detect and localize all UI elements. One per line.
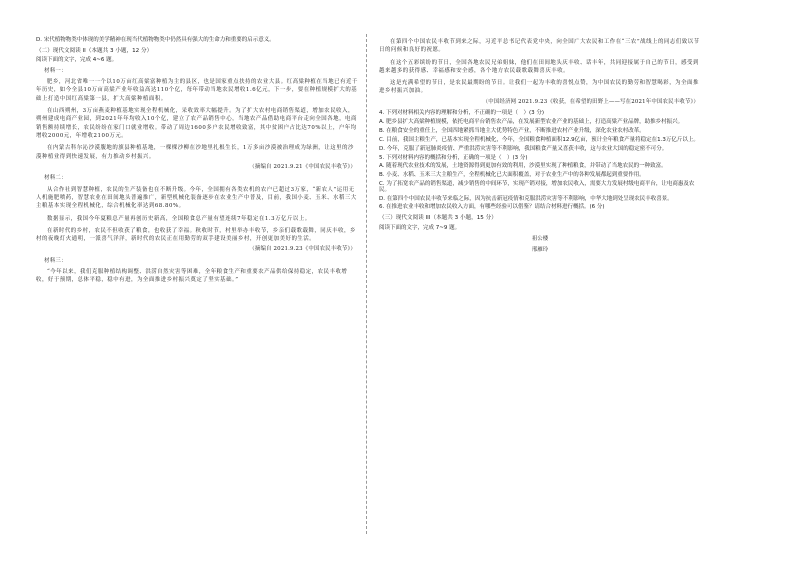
- section3-heading: （三）现代文阅读 III（本题共 3 小题，15 分）: [379, 214, 497, 221]
- section2-instruction: 阅读下面的文字，完成 4~6 题。: [36, 57, 118, 64]
- material3-paragraph-2: 在第四个中国农民丰收节到来之际，习近平总书记代表党中央，向全国广大农民和工作在“三农”战线上的同志们致以节日的问候和良好的祝愿。: [379, 39, 700, 54]
- question-5-option-d: D. 在第四个中国农民丰收节来临之际，因为抗击新冠疫情和克服洪涝灾害等不利影响，中华大地到处呈现农民丰收喜景。: [379, 195, 673, 202]
- material3-paragraph-3: 在这个五彩缤纷的节日，全国各地农民兄弟姐妹，他们在田间地头庆丰收、话丰年，共同迎接属于自己的节日，感受到越来越多的获得感、幸福感和安全感，各个地方农民载歌载舞喜庆丰收。: [379, 59, 699, 74]
- question-6-stem: 6. 在推进农业丰收和增加农民收入方面，有哪些经验可以借鉴？请结合材料进行概括。(6 分): [379, 204, 605, 211]
- poem-title: 祖公楼: [531, 236, 549, 243]
- material1-paragraph-2: 在山西朔州，3万亩燕麦种植基地实现全程机械化，采收效率大幅提升。为了扩大农村电商销售渠道，增加农民收入，朔州建成电商产业园，到2021年年均收入10个亿，建立了农产品销售中心，当地农产品借助电商平台走向全国各地，电商销售额持续增长，农民纷纷在家门口就业增收。带动了周边1600多户农民增收致富，其中贫困户占比达70%以上，户年均增收2000元，年增收2100万元。: [36, 107, 357, 140]
- question-4-option-a: A. 肥乡县扩大高粱种植规模，依托电商平台销售农产品，在发展新型农业产业的基础上，打造高粱产业品牌，助推乡村振兴。: [379, 118, 684, 125]
- material1-source: （摘编自 2021.9.21《中国农民丰收节》）: [249, 163, 356, 170]
- material1-label: 材料一：: [44, 67, 67, 74]
- question-4-option-c: C. 目前，我国主粮生产，已基本实现全程机械化，今年，全国粮食种植面积12.9亿亩，预计全年粮食产量将稳定在1.3万亿斤以上。: [379, 136, 699, 143]
- material2-label: 材料二：: [44, 175, 67, 182]
- material2-paragraph-1: 从合作社到智慧种植，农民的生产装备也在不断升级。今年，全国拥有各类农机的农户已超过3万家，“新农人”运用无人机施肥喷药，智慧农业在田间地头普遍推广，新型机械化装备逐步在农业生产中普及，目前，我国小麦、玉米、水稻三大主粮基本实现全程机械化，综合机械化率达到68.80%。: [36, 186, 357, 210]
- question-4-stem: 4. 下列对材料相关内容的理解和分析，不正确的一项是（ ）(3 分): [379, 110, 545, 117]
- column-divider: [366, 34, 367, 534]
- question-5-option-a: A. 随着现代农业技术的发展，土地资源得到更加有效的利用，沙漠里实现了种植粮食，并带动了当地农民的一种致富。: [379, 163, 667, 170]
- material2-paragraph-3: 在新时代的乡村，农民不但收获了粮食，也收获了幸福。秋收时节，村里举办丰收节，乡亲们载歌载舞，同庆丰收，乡村的夜晚灯火通明，一派喜气洋洋，新时代的农民正在用勤劳的双手建设美丽乡村，开创更加美好的生活。: [36, 227, 356, 243]
- poem-author: 邢雁玲: [531, 247, 549, 254]
- material3-label: 材料三：: [44, 257, 67, 264]
- intro-option-d: D. 宋代植物物类中体现的美学精神在现当代植物物类中仍然具有强大的生命力和重要的启示意义。: [36, 37, 275, 43]
- material1-paragraph-1: 肥乡，河北省唯一一个以10万亩红高粱富种植为主的县区，也是国家重点扶持的农业大县。红高粱种植在当地已有近千年历史，如今全县10万亩高粱产业年收益高达110个亿，每年带动当地农民增收1.6亿元，下一步，要在种植规模扩大的基础上打造中国红高粱第一县，扩大高粱种植面积。: [36, 79, 358, 102]
- material2-source: （摘编自 2021.9.23《中国农民丰收节》）: [249, 246, 356, 253]
- material3-paragraph-1: “今年以来，我们克服种植结构调整、洪涝自然灾害等困难，全年粮食生产和重要农产品供给保持稳定，农民丰收增收，好于预期，总体平稳，稳中有进，为全面推进乡村振兴奠定了坚实基础。”: [36, 269, 348, 284]
- left-column: [36, 38, 358, 289]
- material3-paragraph-4: 这是充满希望的节日，是农民最期盼的节日。让我们一起为丰收的喜悦点赞，为中国农民的勤劳和智慧喝彩，为全面推进乡村振兴加油。: [379, 80, 699, 95]
- question-5-option-c: C. 为了拓宽农产品的销售渠道，减少销售的中间环节，实现产销对接，增加农民收入，需要大力发展村级电商平台，让电商惠及农民。: [379, 181, 695, 193]
- right-column: [379, 38, 701, 260]
- section3-instruction: 阅读下面的文字，完成 7~9 题。: [379, 224, 461, 231]
- material2-paragraph-2: 数据显示，我国今年夏粮总产量再创历史新高，全国粮食总产量有望连续7年稳定在1.3万亿斤以上。: [47, 215, 311, 222]
- question-5-stem: 5. 下列对材料内容的概括和分析，正确的一项是（ ）(3 分): [379, 154, 528, 161]
- question-4-option-d: D. 今年，克服了新冠肺炎疫情、严重洪涝灾害等不利影响，我国粮食产量又喜获丰收，这与农业大国的稳定密不可分。: [379, 145, 668, 152]
- section2-heading: （二）现代文阅读 II（本题共 3 小题，12 分）: [36, 47, 153, 54]
- material3-source: （中国经济网 2021.9.23《收获，在希望的田野上——写在2021年中国农民丰收节》）: [482, 98, 699, 105]
- question-4-option-b: B. 在粮食安全的重任上，全国四地紧抓当地主大优势特色产业，不断推进农村产业升级，深化农业农村改革。: [379, 127, 645, 134]
- question-5-option-b: B. 小麦、水稻、玉米三大主粮生产，全程机械化已大面积覆盖，对于农业生产中的各种发展都起到重要作用。: [379, 172, 645, 179]
- material1-paragraph-3: 在内蒙古科尔沁沙漠腹地的旗县种植基地，一棵棵沙柳在沙地里扎根生长，1万多亩沙漠被治理成为绿洲，让这里的沙漠种植业得到快速发展，有力推动乡村振兴。: [36, 145, 354, 160]
